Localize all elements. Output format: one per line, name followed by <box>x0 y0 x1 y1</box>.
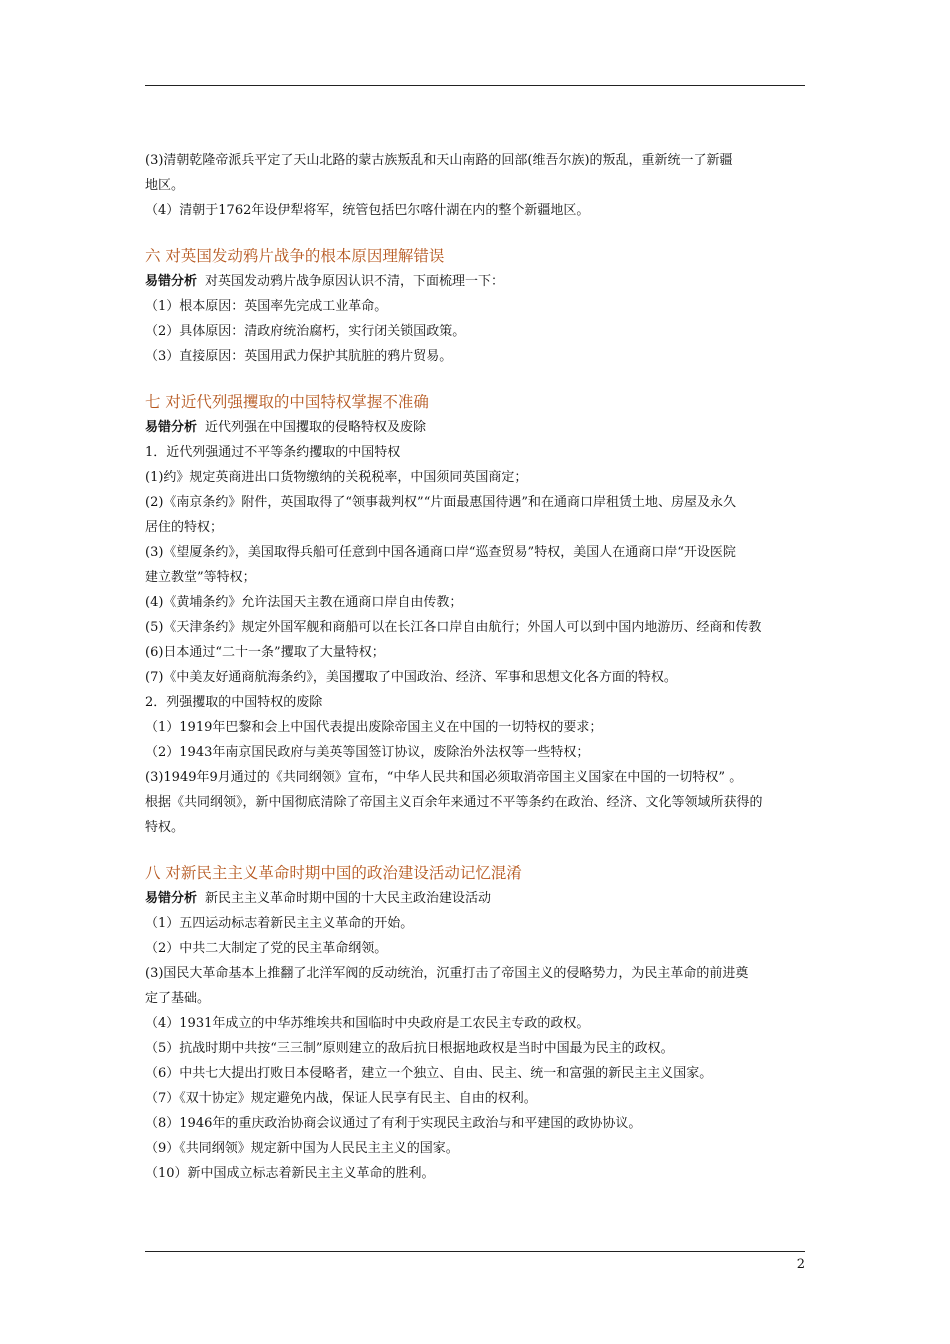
text-line: （2）具体原因：清政府统治腐朽，实行闭关锁国政策。 <box>145 324 466 339</box>
text-line: （1）五四运动标志着新民主主义革命的开始。 <box>145 916 414 931</box>
section-7 <box>145 389 809 840</box>
text-line: （5）抗战时期中共按“三三制”原则建立的敌后抗日根据地政权是当时中国最为民主的政权。 <box>145 1041 674 1056</box>
text-line: 1．近代列强通过不平等条约攫取的中国特权 <box>145 445 401 460</box>
text-line: (7)《中美友好通商航海条约》，美国攫取了中国政治、经济、军事和思想文化各方面的特权。 <box>145 670 677 685</box>
analysis-line <box>145 415 809 440</box>
text-line: (3)清朝乾隆帝派兵平定了天山北路的蒙古族叛乱和天山南路的回部(维吾尔族)的叛乱，重新统一了新疆 <box>145 153 733 168</box>
text-line: (4)《黄埔条约》允许法国天主教在通商口岸自由传教； <box>145 595 463 610</box>
text-line: (3)国民大革命基本上推翻了北洋军阀的反动统治，沉重打击了帝国主义的侵略势力，为民主革命的前进奠 <box>145 966 749 981</box>
text-line: (1)约》规定英商进出口货物缴纳的关税税率，中国须同英国商定； <box>145 470 528 485</box>
text-line: （9）《共同纲领》规定新中国为人民民主主义的国家。 <box>145 1141 459 1156</box>
text-line: 根据《共同纲领》，新中国彻底清除了帝国主义百余年来通过不平等条约在政治、经济、文化等领域所获得的 <box>145 795 763 810</box>
text-line: 居住的特权； <box>145 520 224 535</box>
analysis-label: 易错分析 <box>145 891 198 906</box>
analysis-line <box>145 269 809 294</box>
text-line: (6)日本通过“二十一条”攫取了大量特权； <box>145 645 385 660</box>
page-number: 2 <box>796 1257 805 1272</box>
text-line: 定了基础。 <box>145 991 211 1006</box>
text-line: (3)《望厦条约》，美国取得兵船可任意到中国各通商口岸“巡查贸易”特权，美国人在通商口岸“开设医院 <box>145 545 736 560</box>
footer-rule <box>145 1251 805 1252</box>
text-line: 特权。 <box>145 820 185 835</box>
header-rule <box>145 85 805 86</box>
text-line: 建立教堂”等特权； <box>145 570 256 585</box>
text-line: (3)1949年9月通过的《共同纲领》宣布，“中华人民共和国必须取消帝国主义国家在中国的一切特权” 。 <box>145 770 743 785</box>
text-line: 地区。 <box>145 178 185 193</box>
analysis-label: 易错分析 <box>145 274 198 289</box>
text-line: （2）1943年南京国民政府与美英等国签订协议，废除治外法权等一些特权； <box>145 745 590 760</box>
analysis-text: 新民主主义革命时期中国的十大民主政治建设活动 <box>205 891 492 906</box>
section-heading: 六 对英国发动鸦片战争的根本原因理解错误 <box>145 247 445 265</box>
intro-block <box>145 148 809 223</box>
text-line: （4）清朝于1762年设伊犁将军，统管包括巴尔喀什湖在内的整个新疆地区。 <box>145 203 590 218</box>
text-line: （2）中共二大制定了党的民主革命纲领。 <box>145 941 388 956</box>
text-line: （10）新中国成立标志着新民主主义革命的胜利。 <box>145 1166 435 1181</box>
analysis-line <box>145 886 809 911</box>
page-content <box>145 148 809 1186</box>
section-heading: 八 对新民主主义革命时期中国的政治建设活动记忆混淆 <box>145 864 522 882</box>
text-line: （7）《双十协定》规定避免内战，保证人民享有民主、自由的权利。 <box>145 1091 537 1106</box>
text-line: （1）根本原因：英国率先完成工业革命。 <box>145 299 388 314</box>
text-line: （3）直接原因：英国用武力保护其肮脏的鸦片贸易。 <box>145 349 453 364</box>
section-6 <box>145 243 809 369</box>
analysis-text: 近代列强在中国攫取的侵略特权及废除 <box>205 420 427 435</box>
text-line: 2．列强攫取的中国特权的废除 <box>145 695 323 710</box>
text-line: （4）1931年成立的中华苏维埃共和国临时中央政府是工农民主专政的政权。 <box>145 1016 590 1031</box>
text-line: （6）中共七大提出打败日本侵略者，建立一个独立、自由、民主、统一和富强的新民主主义国家。 <box>145 1066 713 1081</box>
analysis-label: 易错分析 <box>145 420 198 435</box>
text-line: (5)《天津条约》规定外国军舰和商船可以在长江各口岸自由航行；外国人可以到中国内地游历、经商和传教 <box>145 620 762 635</box>
section-8 <box>145 860 809 1186</box>
text-line: （8）1946年的重庆政治协商会议通过了有利于实现民主政治与和平建国的政协协议。 <box>145 1116 642 1131</box>
section-heading: 七 对近代列强攫取的中国特权掌握不准确 <box>145 393 429 411</box>
text-line: （1）1919年巴黎和会上中国代表提出废除帝国主义在中国的一切特权的要求； <box>145 720 603 735</box>
analysis-text: 对英国发动鸦片战争原因认识不清，下面梳理一下： <box>205 274 505 289</box>
text-line: (2)《南京条约》附件，英国取得了“领事裁判权”“片面最惠国待遇”和在通商口岸租赁土地、房屋及永久 <box>145 495 736 510</box>
